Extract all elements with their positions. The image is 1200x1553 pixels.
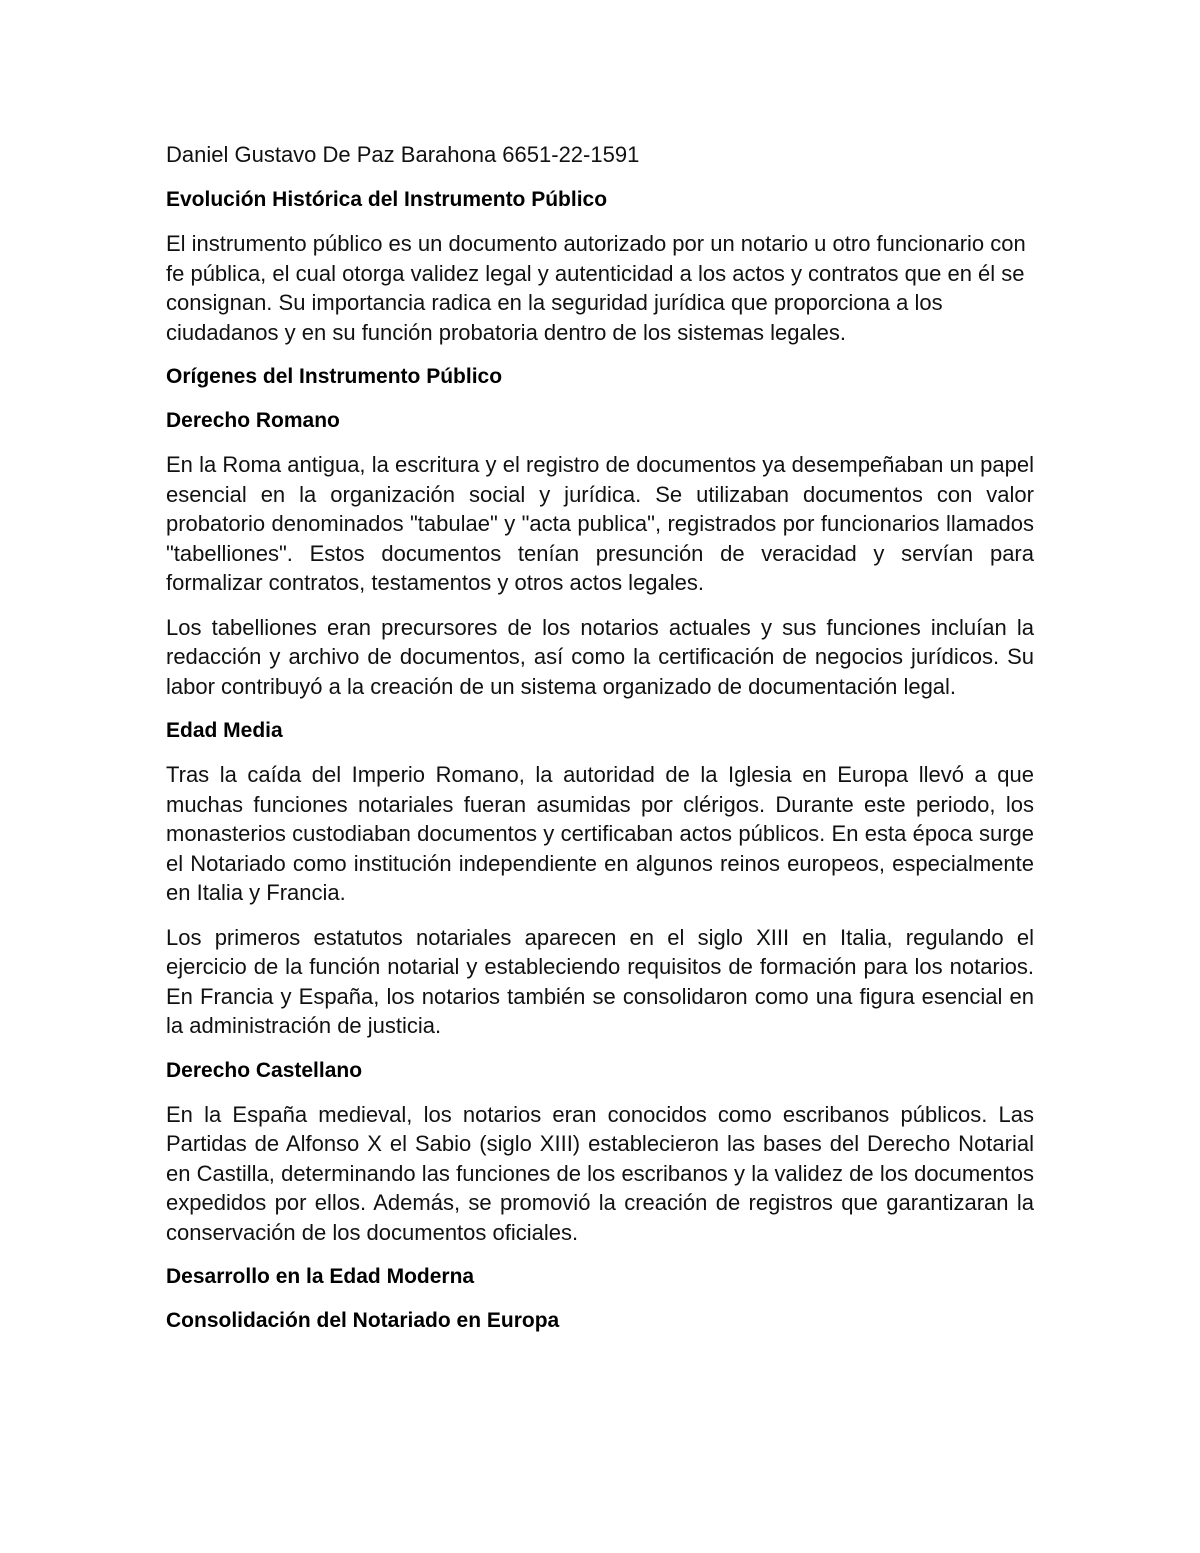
roman-law-heading: Derecho Romano xyxy=(166,409,340,432)
middle-ages-paragraph-1: Tras la caída del Imperio Romano, la autoridad de la Iglesia en Europa llevó a que muchas funciones notariales fueran asumidas por clérigos. Durante este periodo, los monasterios custodiaban documentos y certificaban actos públicos. En esta época surge el Notariado como institución independiente en algunos reinos europeos, especialmente en Italia y Francia. xyxy=(166,762,1034,905)
document-page xyxy=(166,140,1034,1350)
middle-ages-paragraph-2: Los primeros estatutos notariales aparecen en el siglo XIII en Italia, regulando el ejercicio de la función notarial y estableciendo requisitos de formación para los notarios. En Francia y España, los notarios también se consolidaron como una figura esencial en la administración de justicia. xyxy=(166,924,1034,1038)
europe-notary-heading: Consolidación del Notariado en Europa xyxy=(166,1309,560,1332)
modern-age-heading: Desarrollo en la Edad Moderna xyxy=(166,1265,475,1288)
intro-paragraph: El instrumento público es un documento autorizado por un notario u otro funcionario con fe pública, el cual otorga validez legal y autenticidad a los actos y contratos que en él se consignan. Su importancia radica en la seguridad jurídica que proporciona a los ciudadanos y en su función probatoria dentro de los sistemas legales. xyxy=(166,231,1026,345)
author-line: Daniel Gustavo De Paz Barahona 6651-22-1591 xyxy=(166,142,640,167)
document-title: Evolución Histórica del Instrumento Público xyxy=(166,188,608,211)
castilian-law-paragraph: En la España medieval, los notarios eran conocidos como escribanos públicos. Las Partidas de Alfonso X el Sabio (siglo XIII) establecieron las bases del Derecho Notarial en Castilla, determinando las funciones de los escribanos y la validez de los documentos expedidos por ellos. Además, se promovió la creación de registros que garantizaran la conservación de los documentos oficiales. xyxy=(166,1101,1034,1245)
roman-law-paragraph-2: Los tabelliones eran precursores de los notarios actuales y sus funciones incluían la redacción y archivo de documentos, así como la certificación de negocios jurídicos. Su labor contribuyó a la creación de un sistema organizado de documentación legal. xyxy=(166,614,1034,699)
origins-heading: Orígenes del Instrumento Público xyxy=(166,365,503,388)
roman-law-paragraph-1: En la Roma antigua, la escritura y el registro de documentos ya desempeñaban un papel esencial en la organización social y jurídica. Se utilizaban documentos con valor probatorio denominados "tabulae" y "acta publica", registrados por funcionarios llamados "tabelliones". Estos documentos tenían presunción de veracidad y servían para formalizar contratos, testamentos y otros actos legales. xyxy=(166,452,1034,595)
castilian-law-heading: Derecho Castellano xyxy=(166,1058,363,1082)
middle-ages-heading: Edad Media xyxy=(166,719,283,742)
